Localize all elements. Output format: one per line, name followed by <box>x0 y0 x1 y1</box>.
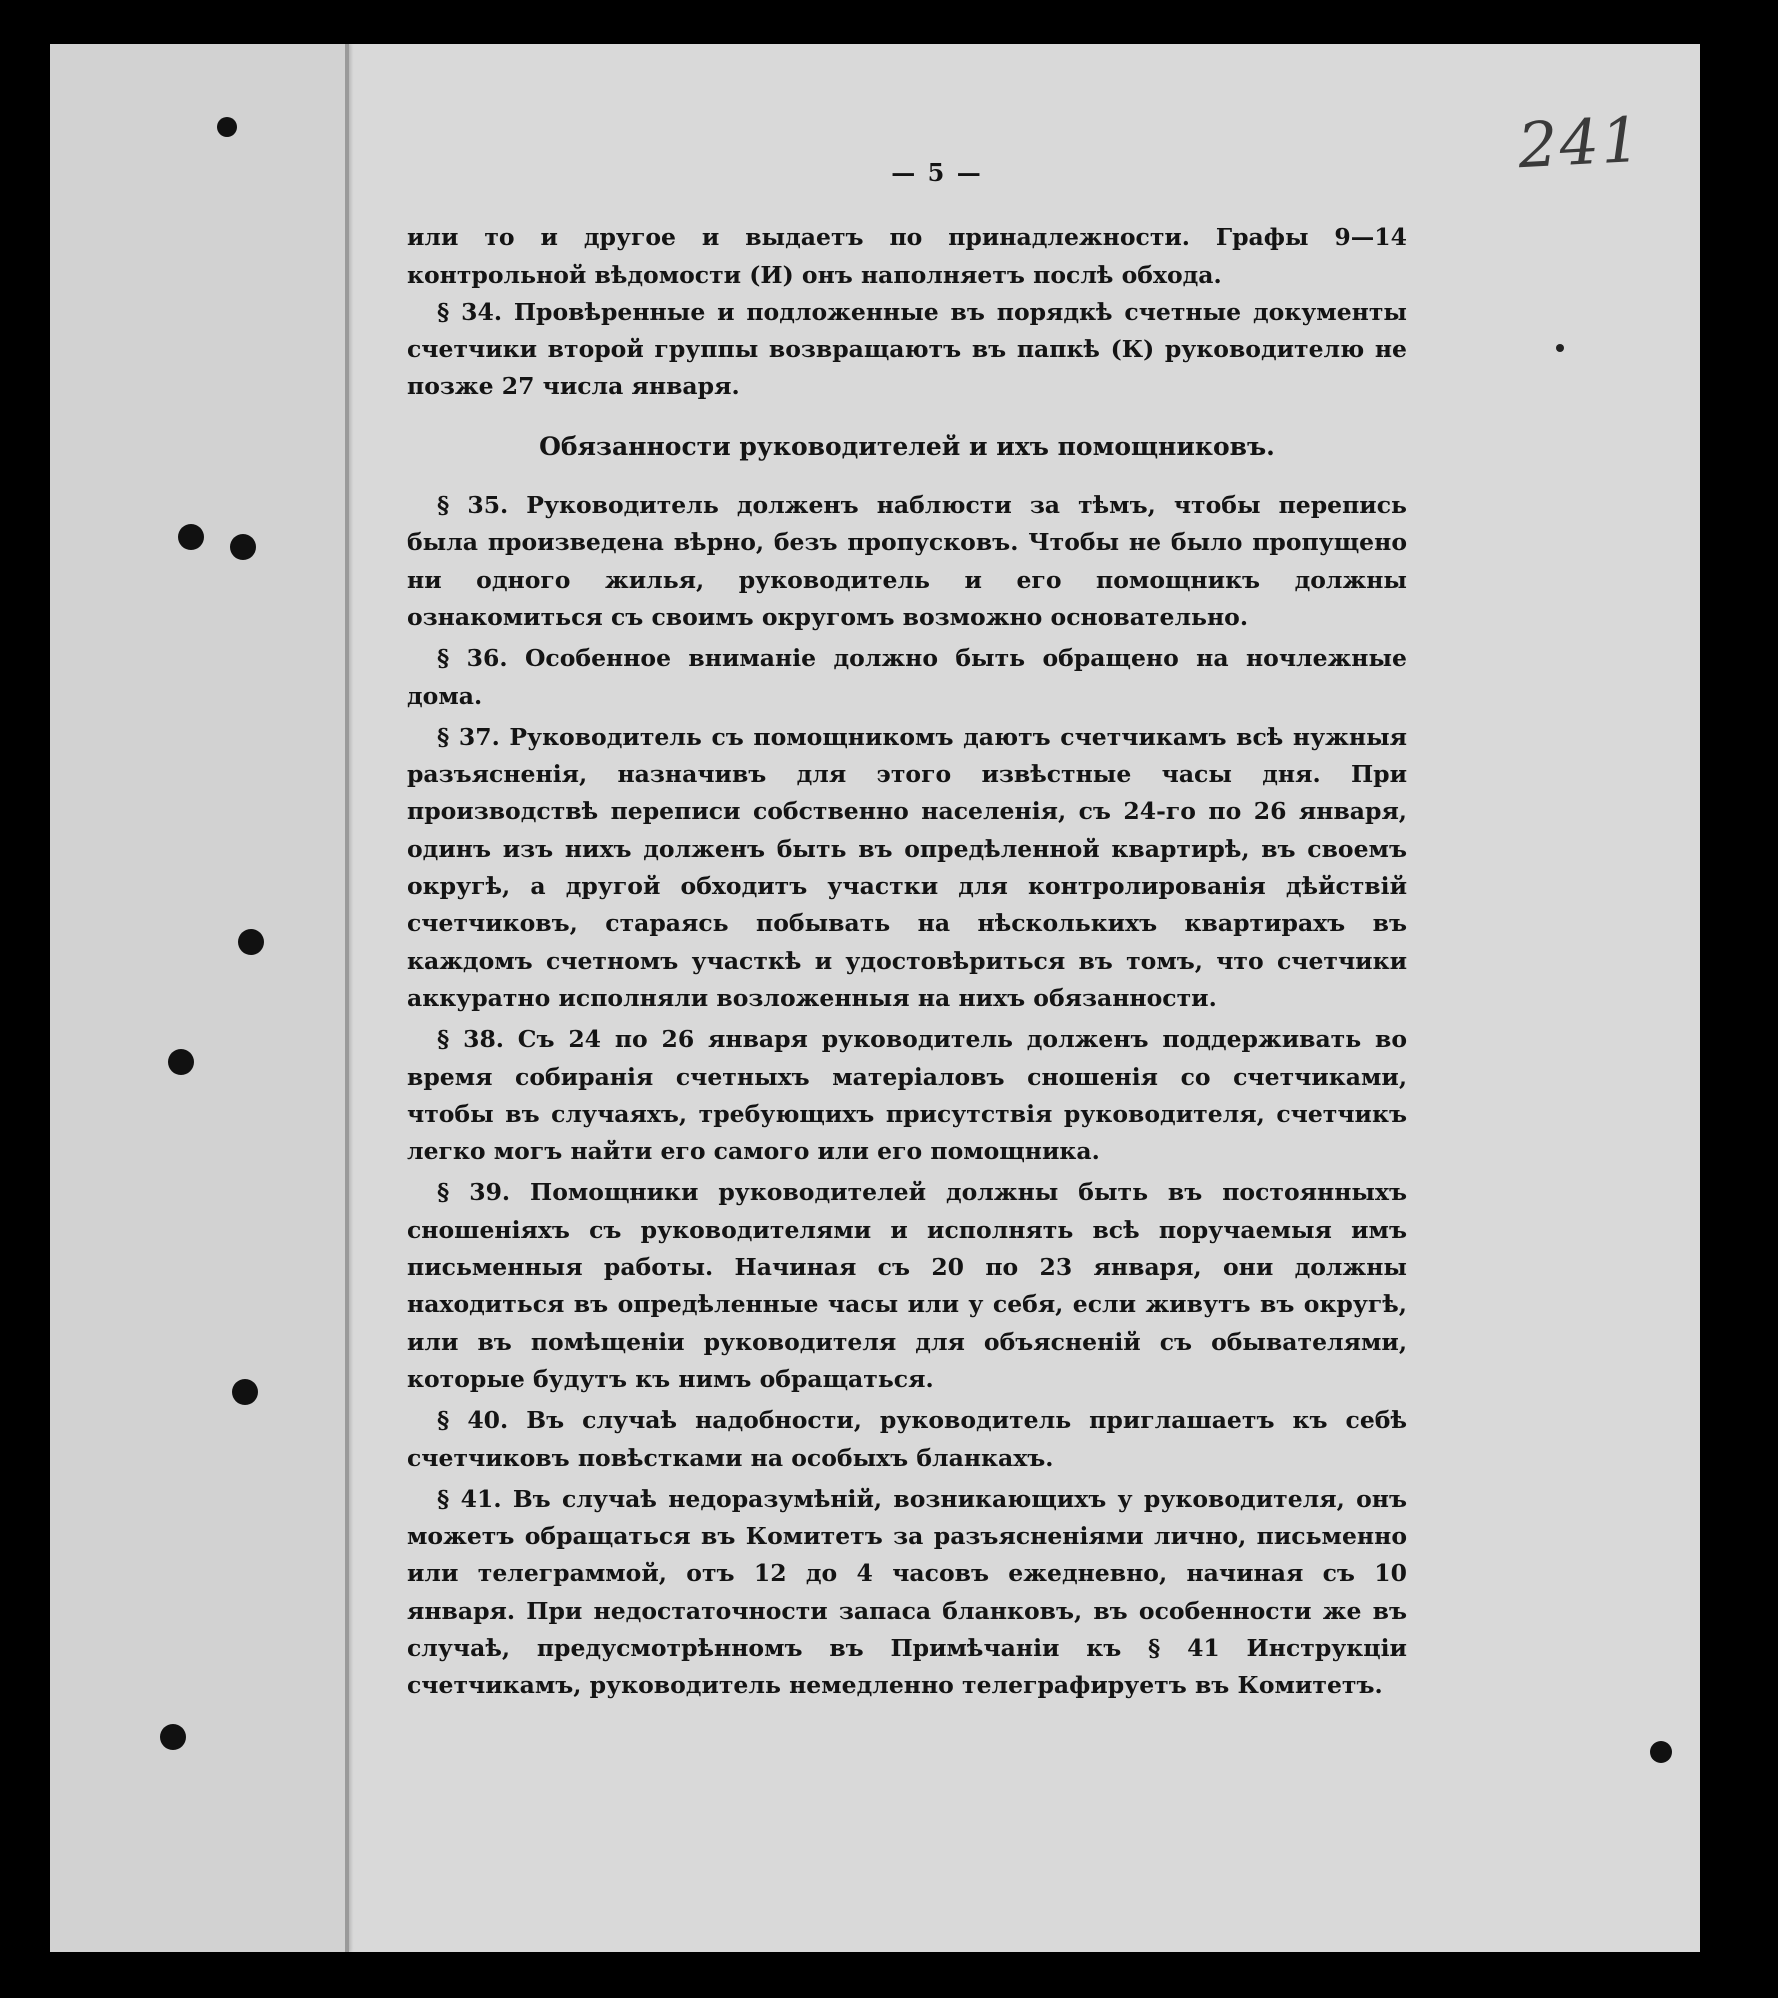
paragraph-40: § 40. Въ случаѣ надобности, руководитель приглашаетъ къ себѣ счетчиковъ повѣстками на особыхъ бланкахъ. <box>407 1406 1407 1472</box>
punch-hole <box>230 534 256 560</box>
page-text <box>407 154 1407 1705</box>
punch-hole <box>168 1049 194 1075</box>
punch-hole <box>1650 1741 1672 1763</box>
paragraph-39: § 39. Помощники руководителей должны быть въ постоянныхъ сношеніяхъ съ руководителями и исполнять всѣ поручаемыя имъ письменныя работы. Начиная съ 20 по 23 января, они должны находиться въ опредѣленные часы или у себя, если живутъ въ округѣ, или въ помѣщеніи руководителя для объясненій съ обывателями, которые будутъ къ нимъ обращаться. <box>407 1178 1407 1393</box>
punch-hole <box>217 117 237 137</box>
punch-hole <box>232 1379 258 1405</box>
paragraph-38: § 38. Съ 24 по 26 января руководитель долженъ поддерживать во время собиранія счетныхъ матеріаловъ сношенія со счетчиками, чтобы въ случаяхъ, требующихъ присутствія руководителя, счетчикъ легко могъ найти его самого или его помощника. <box>407 1025 1407 1166</box>
paragraph-41: § 41. Въ случаѣ недоразумѣній, возникающихъ у руководителя, онъ можетъ обращаться въ Комитетъ за разъясненіями лично, письменно или телеграммой, отъ 12 до 4 часовъ ежедневно, начиная съ 10 января. При недостаточности запаса бланковъ, въ особенности же въ случаѣ, предусмотрѣнномъ въ Примѣчаніи къ § 41 Инструкціи счетчикамъ, руководитель немедленно телеграфируетъ въ Комитетъ. <box>407 1484 1407 1700</box>
punch-hole <box>160 1724 186 1750</box>
ink-speck <box>1556 344 1564 352</box>
paragraph-continuation: или то и другое и выдаетъ по принадлежности. Графы 9—14 контрольной вѣдомости (И) онъ наполняетъ послѣ обхода. <box>407 223 1407 289</box>
handwritten-folio-number: 241 <box>1515 102 1644 183</box>
section-heading: Обязанности руководителей и ихъ помощниковъ. <box>539 431 1275 461</box>
page-number: — 5 — <box>891 158 983 187</box>
paragraph-34: § 34. Провѣренные и подложенные въ порядкѣ счетные документы счетчики второй группы возвращаютъ въ папкѣ (К) руководителю не позже 27 числа января. <box>407 297 1407 401</box>
scanned-page <box>50 44 1700 1952</box>
paragraph-36: § 36. Особенное вниманіе должно быть обращено на ночлежные дома. <box>407 644 1407 710</box>
binding-strip <box>50 44 349 1952</box>
paragraph-35: § 35. Руководитель долженъ наблюсти за тѣмъ, чтобы перепись была произведена вѣрно, безъ пропусковъ. Чтобы не было пропущено ни одного жилья, руководитель и его помощникъ должны ознакомиться съ своимъ округомъ возможно основательно. <box>407 491 1407 631</box>
punch-hole <box>238 929 264 955</box>
paragraph-37: § 37. Руководитель съ помощникомъ даютъ счетчикамъ всѣ нужныя разъясненія, назначивъ для этого извѣстные часы дня. При производствѣ переписи собственно населенія, съ 24-го по 26 января, одинъ изъ нихъ долженъ быть въ опредѣленной квартирѣ, въ своемъ округѣ, а другой обходитъ участки для контролированія дѣйствій счетчиковъ, стараясь побывать на нѣсколькихъ квартирахъ въ каждомъ счетномъ участкѣ и удостовѣриться въ томъ, что счетчики аккуратно исполняли возложенныя на нихъ обязанности. <box>407 722 1407 1012</box>
punch-hole <box>178 524 204 550</box>
